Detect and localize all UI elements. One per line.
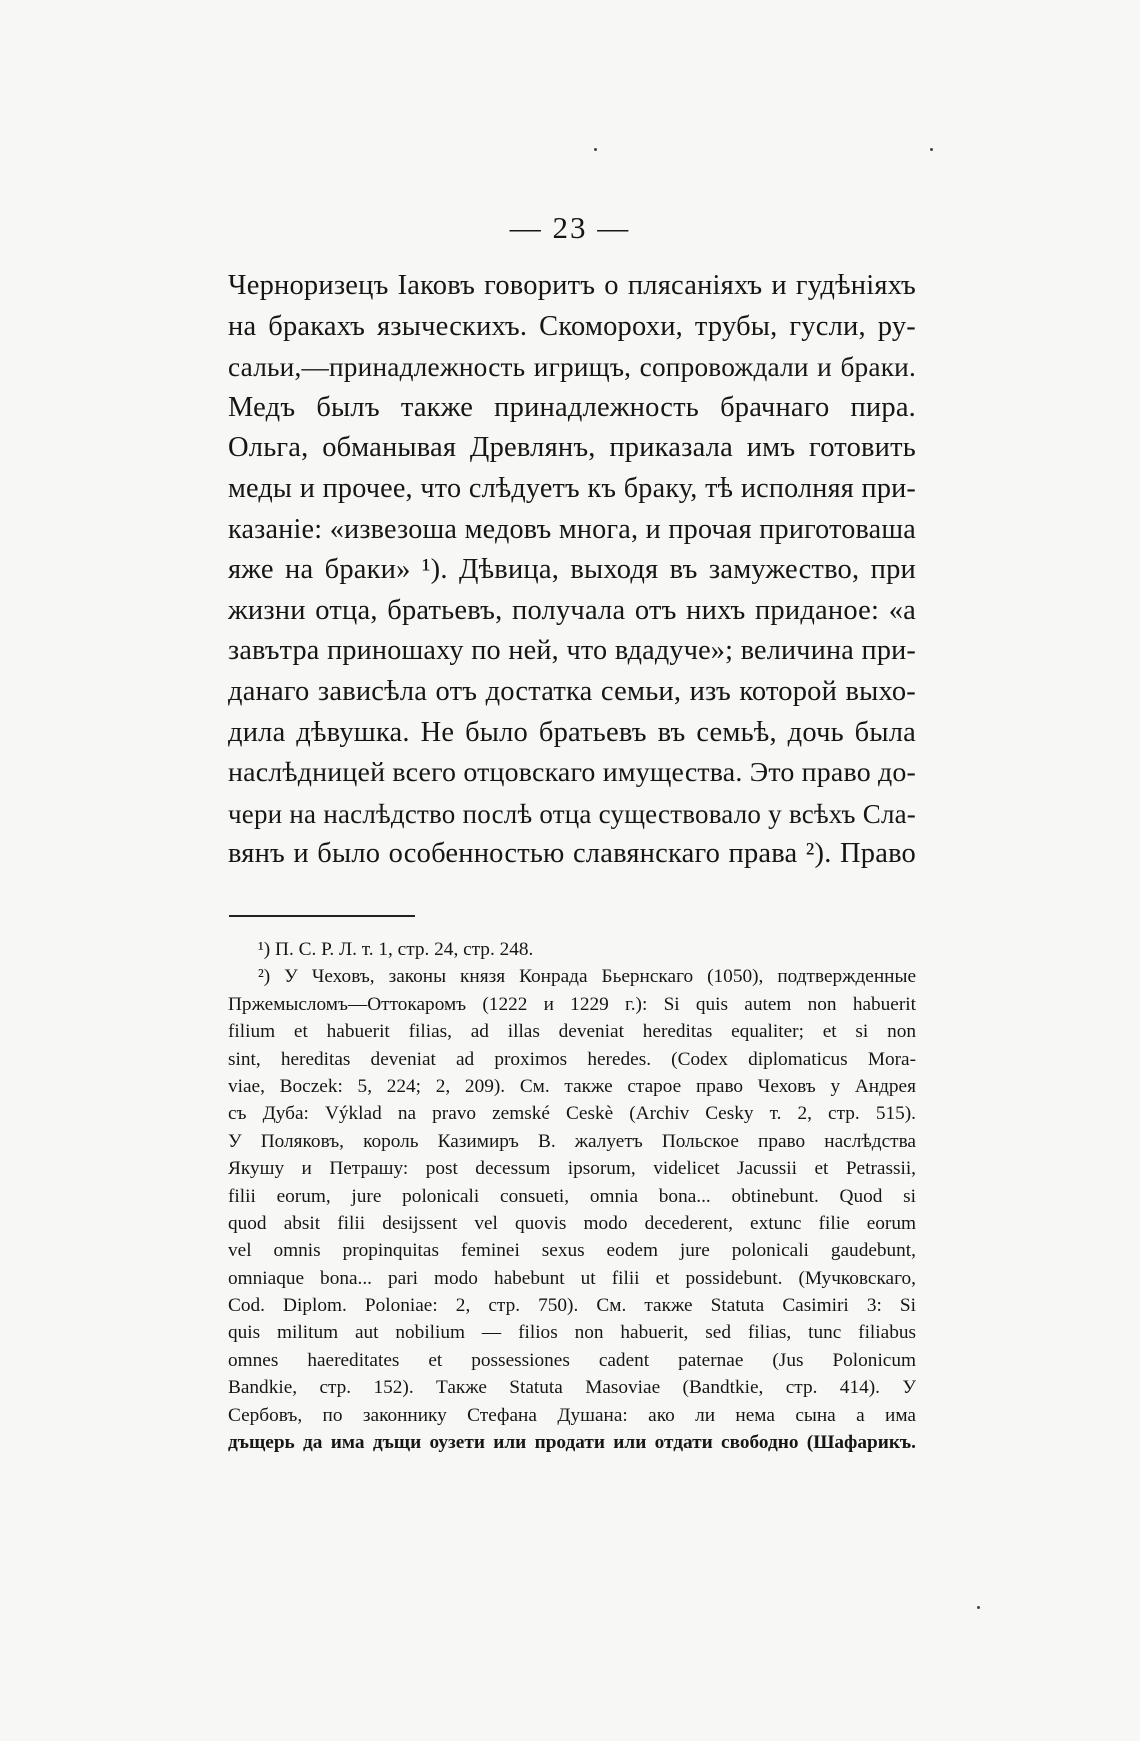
- footnote-line: У Поляковъ, король Казимиръ В. жалуетъ Польское право наслѣдства: [228, 1130, 916, 1152]
- body-line: жизни отца, братьевъ, получала отъ нихъ приданое: «а: [228, 594, 916, 626]
- body-line: вянъ и было особенностью славянскаго права ²). Право: [228, 838, 916, 870]
- print-speck: [977, 1606, 980, 1609]
- body-line: яже на браки» ¹). Дѣвица, выходя въ замужество, при: [228, 554, 916, 586]
- footnote-line: viae, Boczek: 5, 224; 2, 209). См. также старое право Чеховъ у Андрея: [228, 1075, 916, 1097]
- footnote-line: ¹) П. С. Р. Л. т. 1, стр. 24, стр. 248.: [258, 939, 534, 960]
- footnote-line: filii eorum, jure polonicali consueti, omnia bona... obtinebunt. Quod si: [228, 1185, 916, 1207]
- body-line: казаніе: «извезоша медовъ многа, и прочая приготоваша: [228, 513, 916, 545]
- footnote-line: Пржемысломъ—Оттокаромъ (1222 и 1229 г.): Si quis autem non habuerit: [228, 993, 916, 1015]
- print-speck: [930, 148, 933, 151]
- footnote-line: omniaque bona... pari modo habebunt ut filii et possidebunt. (Мучковскаго,: [228, 1267, 916, 1289]
- footnote-line: Якушу и Петрашу: post decessum ipsorum, videlicet Jacussii et Petrassii,: [228, 1158, 916, 1180]
- footnote-separator: [229, 915, 415, 917]
- footnote-line: дъщерь да има дъщи оузети или продати или отдати свободно (Шафарикъ.: [228, 1432, 916, 1454]
- footnote-line: omnes haereditates et possessiones cadent paternae (Jus Polonicum: [228, 1349, 916, 1371]
- footnote-line: Cod. Diplom. Poloniae: 2, стр. 750). См. также Statuta Casimiri 3: Si: [228, 1295, 916, 1317]
- footnote-line: Bandkie, стр. 152). Также Statuta Masoviae (Bandtkie, стр. 414). У: [228, 1377, 916, 1399]
- footnote-line: съ Дуба: Výklad na pravo zemské Ceskè (Archiv Cesky т. 2, стр. 515).: [228, 1103, 916, 1125]
- body-line: Ольга, обманывая Древлянъ, приказала имъ готовить: [228, 432, 916, 464]
- footnote-line: vel omnis propinquitas feminei sexus eodem jure polonicali gaudebunt,: [228, 1240, 916, 1262]
- footnote-line: sint, hereditas deveniat ad proximos heredes. (Codex diplomaticus Mora-: [228, 1048, 916, 1070]
- body-line: меды и прочее, что слѣдуетъ къ браку, тѣ исполняя при-: [228, 472, 916, 504]
- main-text-block: [228, 266, 916, 875]
- footnote-line: Сербовъ, по законнику Стефана Душана: ако ли нема сына а има: [228, 1404, 916, 1426]
- footnote-line: filium et habuerit filias, ad illas deveniat hereditas equaliter; et si non: [228, 1021, 916, 1043]
- body-line: наслѣдницей всего отцовскаго имущества. Это право до-: [228, 757, 917, 789]
- print-speck: [594, 148, 597, 151]
- body-line: данаго зависѣла отъ достатка семьи, изъ которой выхо-: [228, 675, 916, 707]
- footnote-line: quod absit filii desijssent vel quovis modo decederent, extunc filie eorum: [228, 1212, 916, 1234]
- footnotes-block: [228, 936, 916, 1456]
- footnote-line: ²) У Чеховъ, законы князя Конрада Бьернскаго (1050), подтвержденные: [258, 966, 916, 988]
- body-line: дила дѣвушка. Не было братьевъ въ семьѣ, дочь была: [228, 716, 916, 748]
- body-line: чери на наслѣдство послѣ отца существовало у всѣхъ Сла-: [228, 798, 916, 829]
- body-line: Медъ былъ также принадлежность брачнаго пира.: [228, 391, 916, 423]
- page-number: — 23 —: [509, 210, 631, 245]
- body-line: завътра приношаху по ней, что вдадуче»; величина при-: [228, 635, 916, 667]
- body-line: на бракахъ языческихъ. Скоморохи, трубы, гусли, ру-: [228, 310, 916, 342]
- body-line: Черноризецъ Іаковъ говоритъ о плясаніяхъ и гудѣніяхъ: [228, 270, 916, 301]
- footnote-line: quis militum aut nobilium — filios non habuerit, sed filias, tunc filiabus: [228, 1322, 916, 1344]
- body-line: сальи,—принадлежность игрищъ, сопровождали и браки.: [228, 352, 916, 383]
